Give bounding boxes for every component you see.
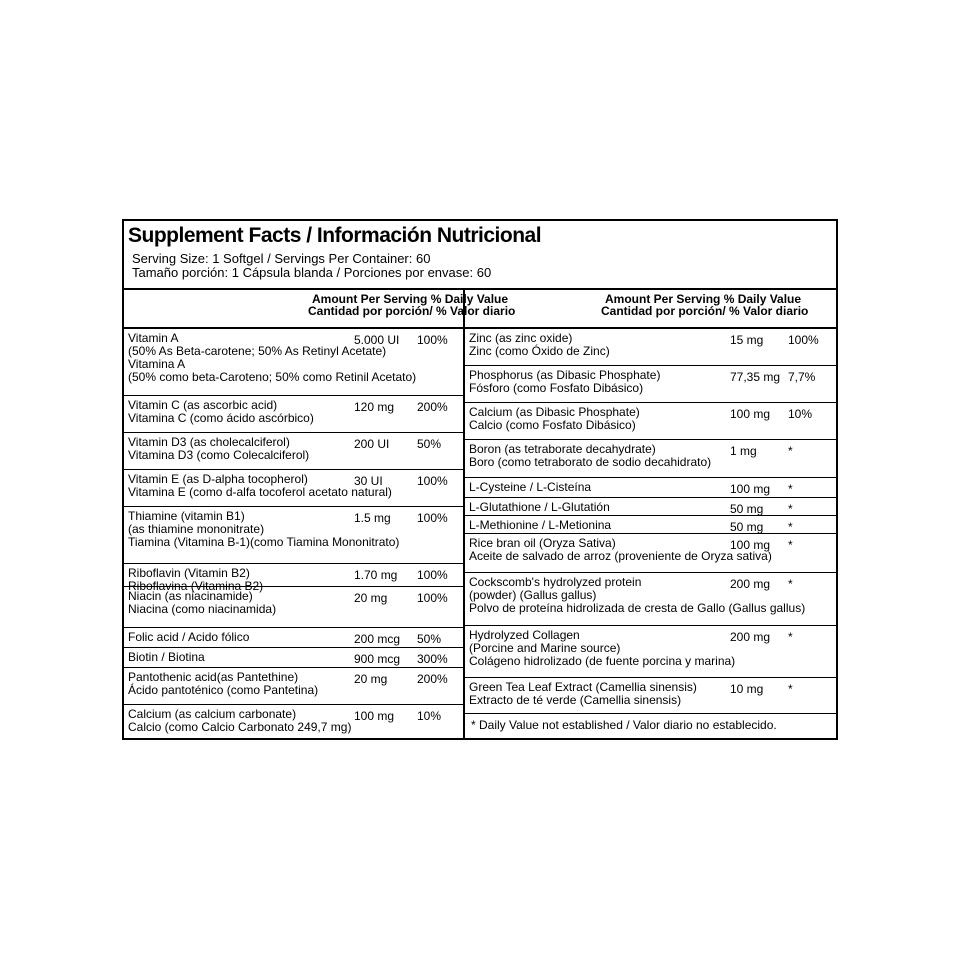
nutrient-name-line: Cockscomb's hydrolyzed protein — [469, 575, 642, 589]
nutrient-name-line: Thiamine (vitamin B1) — [128, 509, 245, 523]
nutrient-daily-value: 200% — [417, 672, 448, 686]
supplement-facts-label — [122, 219, 838, 740]
nutrient-amount: 20 mg — [354, 591, 388, 605]
nutrient-row — [124, 396, 463, 433]
nutrient-amount: 900 mcg — [354, 652, 401, 666]
nutrient-daily-value: 10% — [788, 407, 813, 421]
nutrient-name-line: Folic acid / Acido fólico — [128, 630, 250, 644]
nutrient-row — [465, 478, 836, 498]
nutrient-daily-value: 50% — [417, 437, 442, 451]
nutrient-amount: 30 UI — [354, 474, 383, 488]
nutrient-row — [124, 329, 463, 396]
nutrient-row — [465, 440, 836, 478]
nutrient-name-line: L-Glutathione / L-Glutatión — [469, 500, 610, 514]
nutrient-name-line: Calcium (as Dibasic Phosphate) — [469, 405, 640, 419]
nutrient-name-line: Hydrolyzed Collagen — [469, 628, 580, 642]
nutrient-amount: 100 mg — [354, 709, 395, 723]
nutrient-row — [465, 534, 836, 573]
nutrient-name-line: Boron (as tetraborate decahydrate) — [469, 442, 656, 456]
nutrient-name-line: Vitamin E (as D-alpha tocopherol) — [128, 472, 308, 486]
nutrient-daily-value: * — [788, 520, 793, 534]
nutrient-name-line: Vitamina A — [128, 357, 186, 371]
nutrient-name-line: Tiamina (Vitamina B-1)(como Tiamina Mononitrato) — [128, 535, 400, 549]
nutrient-amount: 120 mg — [354, 400, 395, 414]
nutrient-row — [465, 678, 836, 714]
nutrient-daily-value: * — [788, 482, 793, 496]
nutrient-daily-value: * — [788, 577, 793, 591]
nutrient-amount: 200 mcg — [354, 632, 401, 646]
nutrient-name-line: L-Cysteine / L-Cisteína — [469, 480, 592, 494]
nutrient-daily-value: * — [788, 630, 793, 644]
nutrient-daily-value: 100% — [417, 568, 448, 582]
nutrient-name-line: Boro (como tetraborato de sodio decahidrato) — [469, 455, 712, 469]
nutrient-name-line: Fósforo (como Fosfato Dibásico) — [469, 381, 644, 395]
nutrient-name-line: Zinc (as zinc oxide) — [469, 331, 573, 345]
nutrient-row — [465, 498, 836, 516]
right-header-en: Amount Per Serving % Daily Value — [605, 292, 802, 306]
nutrient-row — [124, 628, 463, 648]
nutrient-row — [465, 516, 836, 534]
right-column-header — [465, 288, 836, 329]
nutrient-name-line: Green Tea Leaf Extract (Camellia sinensis) — [469, 680, 697, 694]
footnote: * Daily Value not established / Valor diario no establecido. — [471, 718, 777, 732]
nutrient-row — [124, 564, 463, 593]
nutrient-name-line: Vitamin D3 (as cholecalciferol) — [128, 435, 290, 449]
title-block — [124, 221, 836, 290]
nutrient-amount: 77,35 mg — [730, 370, 781, 384]
nutrient-name-line: Pantothenic acid(as Pantethine) — [128, 670, 299, 684]
nutrient-name-line: (50% como beta-Caroteno; 50% como Retinil Acetato) — [128, 370, 417, 384]
nutrient-amount: 15 mg — [730, 333, 764, 347]
label-title: Supplement Facts / Información Nutricional — [128, 224, 542, 247]
nutrient-row — [124, 470, 463, 507]
nutrient-amount: 50 mg — [730, 502, 764, 516]
nutrient-name-line: Extracto de té verde (Camellia sinensis) — [469, 693, 682, 707]
nutrient-name-line: Zinc (como Óxido de Zinc) — [469, 344, 610, 358]
nutrient-name-line: Ácido pantoténico (como Pantetina) — [128, 683, 319, 697]
nutrient-daily-value: 300% — [417, 652, 448, 666]
nutrient-name-line: Vitamina C (como ácido ascórbico) — [128, 411, 314, 425]
nutrient-amount: 200 mg — [730, 630, 771, 644]
nutrient-amount: 5.000 UI — [354, 333, 400, 347]
nutrient-daily-value: * — [788, 682, 793, 696]
left-column — [124, 288, 516, 738]
nutrient-daily-value: * — [788, 538, 793, 552]
nutrient-row — [465, 573, 836, 626]
nutrient-amount: 100 mg — [730, 407, 771, 421]
nutrient-row — [465, 329, 836, 366]
nutrient-amount: 200 mg — [730, 577, 771, 591]
left-column-header — [124, 288, 516, 329]
nutrient-name-line: Vitamin A — [128, 331, 179, 345]
nutrient-daily-value: 10% — [417, 709, 442, 723]
nutrient-name-line: Vitamin C (as ascorbic acid) — [128, 398, 278, 412]
serving-size-es: Tamaño porción: 1 Cápsula blanda / Porciones por envase: 60 — [132, 265, 492, 280]
nutrient-row — [124, 507, 463, 564]
nutrient-daily-value: 100% — [417, 591, 448, 605]
nutrient-row — [124, 705, 463, 738]
nutrient-name-line: (Porcine and Marine source) — [469, 641, 621, 655]
nutrient-name-line: Calcio (como Calcio Carbonato 249,7 mg) — [128, 720, 352, 734]
nutrient-amount: 50 mg — [730, 520, 764, 534]
nutrient-name-line: Vitamina E (como d-alfa tocoferol acetato natural) — [128, 485, 392, 499]
nutrient-row — [465, 366, 836, 403]
nutrient-daily-value: 100% — [417, 333, 448, 347]
nutrient-name-line: Polvo de proteína hidrolizada de cresta de Gallo (Gallus gallus) — [469, 601, 806, 615]
left-header-es: Cantidad por porción/ % Valor diario — [308, 304, 516, 318]
nutrient-name-line: Riboflavina (Vitamina B2) — [128, 579, 264, 593]
nutrient-row — [124, 648, 463, 668]
nutrient-name-line: Vitamina D3 (como Colecalciferol) — [128, 448, 310, 462]
nutrient-amount: 1.5 mg — [354, 511, 391, 525]
nutrient-name-line: Calcium (as calcium carbonate) — [128, 707, 297, 721]
nutrient-name-line: (as thiamine mononitrate) — [128, 522, 265, 536]
nutrient-daily-value: 100% — [788, 333, 819, 347]
nutrient-daily-value: 50% — [417, 632, 442, 646]
nutrient-row — [124, 433, 463, 470]
nutrient-name-line: Niacina (como niacinamida) — [128, 602, 277, 616]
nutrient-row — [124, 587, 463, 628]
nutrient-name-line: Niacin (as niacinamide) — [128, 589, 253, 603]
nutrient-name-line: (powder) (Gallus gallus) — [469, 588, 597, 602]
nutrient-name-line: Colágeno hidrolizado (de fuente porcina y marina) — [469, 654, 736, 668]
nutrient-amount: 1.70 mg — [354, 568, 398, 582]
nutrient-name-line: Riboflavin (Vitamin B2) — [128, 566, 250, 580]
nutrient-name-line: Aceite de salvado de arroz (proveniente de Oryza sativa) — [469, 549, 772, 563]
nutrient-name-line: (50% As Beta-carotene; 50% As Retinyl Acetate) — [128, 344, 387, 358]
right-column — [465, 288, 836, 738]
nutrient-amount: 1 mg — [730, 444, 757, 458]
right-header-es: Cantidad por porción/ % Valor diario — [601, 304, 809, 318]
nutrient-name-line: L-Methionine / L-Metionina — [469, 518, 612, 532]
nutrient-row — [465, 403, 836, 440]
nutrient-name-line: Phosphorus (as Dibasic Phosphate) — [469, 368, 661, 382]
nutrient-name-line: Rice bran oil (Oryza Sativa) — [469, 536, 616, 550]
serving-size-en: Serving Size: 1 Softgel / Servings Per Container: 60 — [132, 251, 431, 266]
nutrient-daily-value: 100% — [417, 474, 448, 488]
nutrient-amount: 100 mg — [730, 538, 771, 552]
nutrient-amount: 200 UI — [354, 437, 390, 451]
nutrient-amount: 20 mg — [354, 672, 388, 686]
nutrient-row — [124, 668, 463, 705]
nutrient-daily-value: 100% — [417, 511, 448, 525]
nutrient-name-line: Biotin / Biotina — [128, 650, 205, 664]
nutrient-daily-value: 200% — [417, 400, 448, 414]
nutrient-name-line: Calcio (como Fosfato Dibásico) — [469, 418, 636, 432]
nutrient-amount: 100 mg — [730, 482, 771, 496]
nutrient-daily-value: * — [788, 444, 793, 458]
nutrient-daily-value: 7,7% — [788, 370, 816, 384]
nutrient-daily-value: * — [788, 502, 793, 516]
nutrient-amount: 10 mg — [730, 682, 764, 696]
nutrient-row — [465, 626, 836, 678]
left-header-en: Amount Per Serving % Daily Value — [312, 292, 509, 306]
